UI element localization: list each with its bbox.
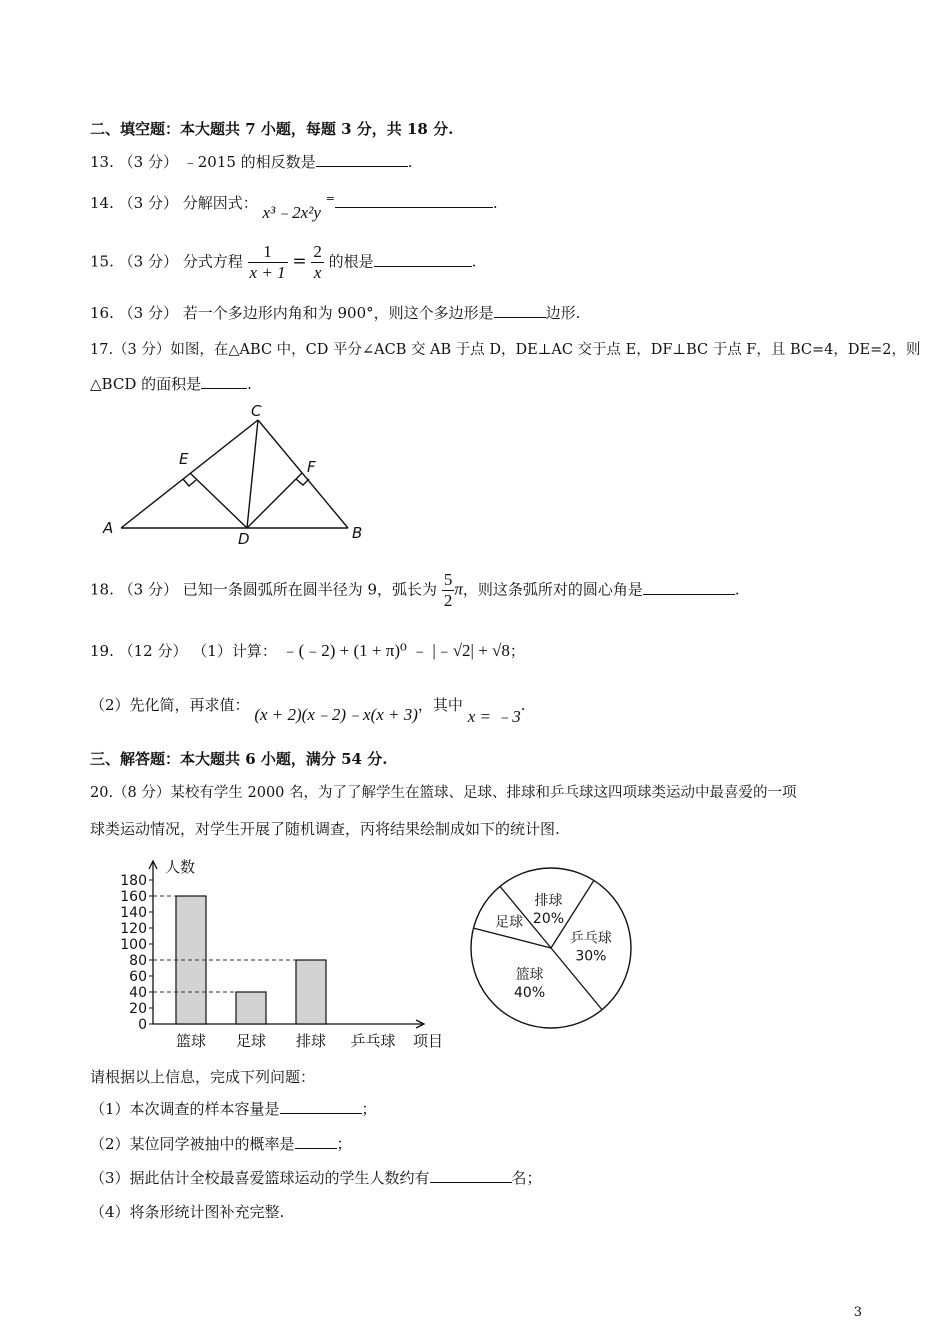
- x-tick-label: 足球: [235, 1032, 267, 1050]
- y-tick-label: 100: [120, 937, 147, 953]
- answer-blank-15[interactable]: [374, 252, 472, 267]
- answer-blank-14[interactable]: [335, 193, 493, 208]
- label-f: F: [307, 458, 316, 476]
- fraction-left: $\frac{1}{x + 1}$: [249, 242, 286, 282]
- label-d: D: [238, 530, 250, 548]
- pie-slice-足球: [495, 914, 523, 930]
- pie-chart: [466, 862, 636, 1034]
- question-17-line1: 17.（3 分）如图，在△ABC 中，CD 平分∠ACB 交 AB 于点 D，DE⊥AC 交于点 E，DF⊥BC 于点 F，且 BC=4，DE=2，则: [90, 342, 921, 358]
- segment-de: [190, 473, 247, 528]
- y-tick-label: 160: [120, 889, 147, 905]
- segment-df: [247, 473, 302, 528]
- y-tick-label: 140: [120, 905, 147, 921]
- pie-slice-name: 乒乓球: [569, 930, 612, 947]
- x-tick-label: 排球: [295, 1032, 327, 1050]
- answer-blank-17[interactable]: [201, 374, 247, 389]
- y-tick-label: 20: [129, 1001, 147, 1017]
- fraction-right: $\frac{2}{x}$: [313, 242, 322, 282]
- pie-slice-percent: 30%: [575, 948, 607, 965]
- value-condition: x = ﹣3: [467, 707, 521, 726]
- sub-question-3: （3）据此估计全校最喜爱篮球运动的学生人数约有 名；: [90, 1169, 542, 1187]
- question-18: 18. （3 分） 已知一条圆弧所在圆半径为 9，弧长为 $\frac{5}{2}$ π，则这条弧所对的圆心角是 .: [90, 570, 740, 610]
- y-axis-label: 人数: [165, 858, 196, 876]
- answer-blank-13[interactable]: [316, 152, 408, 167]
- label-c: C: [251, 402, 262, 420]
- right-angle-e: [183, 479, 196, 486]
- question-20-line2: 球类运动情况，对学生开展了随机调查，丙将结果绘制成如下的统计图.: [90, 820, 560, 838]
- answer-blank-18[interactable]: [643, 580, 735, 595]
- y-tick-label: 0: [138, 1017, 147, 1033]
- sub-question-1: （1）本次调查的样本容量是 ；: [90, 1100, 377, 1118]
- segment-ac: [121, 420, 258, 528]
- question-19-part1: 19. （12 分） （1）计算： ﹣(﹣2) + (1 + π)⁰ ﹣ |﹣√2| + √8；: [90, 641, 525, 660]
- y-tick-label: 120: [120, 921, 147, 937]
- x-tick-label: 乒乓球: [350, 1032, 396, 1050]
- bar-chart: [105, 852, 455, 1057]
- question-16: 16. （3 分） 若一个多边形内角和为 900°，则这个多边形是 边形.: [90, 304, 581, 322]
- section-3-title: 三、解答题：本大题共 6 小题，满分 54 分.: [90, 750, 388, 768]
- y-tick-label: 80: [129, 953, 147, 969]
- sub-question-2: （2）某位同学被抽中的概率是 ；: [90, 1135, 352, 1153]
- simplify-expression: (x + 2)(x﹣2)﹣x(x + 3): [254, 705, 418, 724]
- segment-cd: [247, 420, 258, 528]
- answer-blank-20-3[interactable]: [430, 1168, 512, 1183]
- sub-question-4: （4）将条形统计图补充完整.: [90, 1203, 285, 1221]
- triangle-figure: [95, 398, 375, 548]
- answer-blank-20-2[interactable]: [295, 1134, 337, 1149]
- section-2-title: 二、填空题：本大题共 7 小题，每题 3 分，共 18 分.: [90, 120, 454, 138]
- question-17-line2: △BCD 的面积是 .: [90, 375, 252, 393]
- page-number: 3: [853, 1305, 862, 1320]
- question-15: 15. （3 分） 分式方程 $\frac{1}{x + 1}$ = $\frac{2}{x}$ 的根是 .: [90, 242, 477, 282]
- question-20-line1: 20.（8 分）某校有学生 2000 名，为了了解学生在篮球、足球、排球和乒乓球这四项球类运动中最喜爱的一项: [90, 785, 797, 801]
- calc-expression: ﹣(﹣2) + (1 + π)⁰ ﹣ |﹣√2| + √8: [281, 641, 510, 660]
- pie-slice-name: 足球: [495, 914, 524, 931]
- x-tick-label: 篮球: [175, 1032, 207, 1050]
- label-e: E: [179, 450, 189, 468]
- x-axis-label: 项目: [413, 1032, 444, 1050]
- segment-bc: [258, 420, 348, 528]
- answer-blank-20-1[interactable]: [280, 1099, 362, 1114]
- y-tick-label: 180: [120, 873, 147, 889]
- question-13: 13. （3 分） ﹣2015 的相反数是 .: [90, 153, 413, 171]
- question-14: 14. （3 分） 分解因式： x³﹣2x²y = .: [90, 192, 498, 222]
- label-b: B: [352, 524, 363, 542]
- pie-slice-name: 篮球: [515, 966, 544, 983]
- factor-expression: x³﹣2x²y: [262, 203, 321, 222]
- bar-排球: [296, 960, 326, 1024]
- pie-slice-name: 排球: [534, 893, 563, 910]
- arc-length-fraction: $\frac{5}{2}$: [443, 570, 453, 610]
- pie-slice-percent: 40%: [514, 984, 546, 1001]
- sub-questions-intro: 请根据以上信息，完成下列问题：: [90, 1068, 316, 1086]
- label-a: A: [103, 519, 114, 537]
- question-19-part2: （2）先化简，再求值： (x + 2)(x﹣2)﹣x(x + 3)，其中 x = ﹣3.: [90, 696, 526, 726]
- y-tick-label: 40: [129, 985, 147, 1001]
- pie-slice-percent: 20%: [532, 911, 565, 928]
- y-tick-label: 60: [129, 969, 147, 985]
- answer-blank-16[interactable]: [494, 303, 546, 318]
- bar-足球: [236, 992, 266, 1024]
